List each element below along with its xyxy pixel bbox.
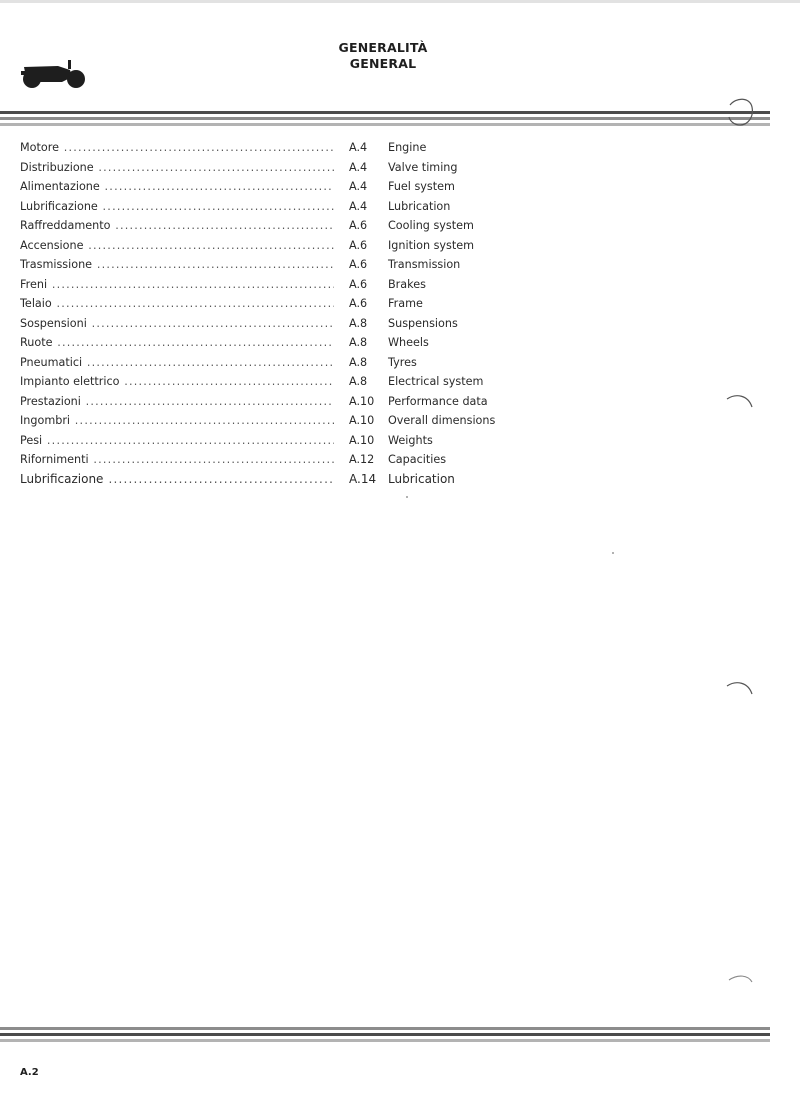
toc-item-italian: Lubrificazione ..... <box>20 470 334 490</box>
toc-row <box>20 372 540 392</box>
toc-row <box>20 275 540 295</box>
toc-item-english: Brakes <box>388 277 426 291</box>
toc-item-italian: Trasmissione ..... <box>20 255 334 275</box>
toc-item-english: Frame <box>388 297 423 310</box>
toc-page: A.6 <box>349 297 368 310</box>
toc-item-italian: Alimentazione ..... <box>20 177 334 197</box>
toc-page: A.8 <box>349 355 368 369</box>
toc-item-english: Lubrication <box>388 471 455 486</box>
toc-page: A.6 <box>349 258 368 271</box>
toc-item-english: Suspensions <box>388 316 458 330</box>
toc-page: A.4 <box>349 180 368 193</box>
binder-hole-icon <box>728 972 756 998</box>
toc-item-italian: Accensione ..... <box>20 236 334 256</box>
section-title-italian: GENERALITÀ <box>338 40 428 55</box>
toc-page: A.8 <box>349 375 368 388</box>
toc-page: A.14 <box>349 471 377 486</box>
toc-item-english: Fuel system <box>388 180 455 193</box>
toc-row <box>20 411 540 431</box>
toc-page: A.4 <box>349 160 368 174</box>
toc-row <box>20 294 540 314</box>
binder-hole-icon <box>726 393 754 419</box>
toc-row <box>20 158 540 178</box>
toc-page: A.12 <box>349 453 375 466</box>
toc-item-italian: Freni ..... <box>20 275 334 295</box>
toc-row <box>20 138 540 158</box>
toc-page: A.10 <box>349 433 375 447</box>
toc-item-italian: Raffreddamento ..... <box>20 216 334 236</box>
toc-row <box>20 314 540 334</box>
toc-row <box>20 392 540 412</box>
toc-item-italian: Prestazioni ..... <box>20 392 334 412</box>
toc-item-english: Engine <box>388 141 427 154</box>
toc-page: A.10 <box>349 394 375 408</box>
toc-item-english: Weights <box>388 433 433 447</box>
toc-item-italian: Pesi ..... <box>20 431 334 451</box>
toc-page: A.8 <box>349 316 368 330</box>
toc-item-italian: Telaio ..... <box>20 294 334 314</box>
toc-item-english: Performance data <box>388 394 488 408</box>
toc-page: A.6 <box>349 219 368 232</box>
toc-item-english: Ignition system <box>388 238 475 252</box>
toc-item-english: Wheels <box>388 336 429 349</box>
section-title-english: GENERAL <box>349 56 417 71</box>
toc-row <box>20 216 540 236</box>
toc-row <box>20 177 540 197</box>
table-of-contents <box>20 138 540 489</box>
toc-row <box>20 255 540 275</box>
header-rule <box>0 111 770 129</box>
toc-item-italian: Sospensioni ..... <box>20 314 334 334</box>
toc-item-italian: Rifornimenti ..... <box>20 450 334 470</box>
toc-page: A.4 <box>349 141 368 154</box>
toc-item-english: Capacities <box>388 453 447 466</box>
toc-item-english: Valve timing <box>388 160 458 174</box>
toc-row <box>20 197 540 217</box>
page-top-edge <box>0 0 800 3</box>
paper-speck <box>406 496 408 498</box>
toc-page: A.6 <box>349 277 368 291</box>
toc-item-english: Tyres <box>388 355 417 369</box>
toc-item-italian: Ingombri ..... <box>20 411 334 431</box>
page-number: A.2 <box>20 1067 39 1078</box>
toc-row <box>20 333 540 353</box>
toc-item-italian: Impianto elettrico ..... <box>20 372 334 392</box>
toc-item-english: Lubrication <box>388 199 451 213</box>
toc-item-italian: Lubrificazione ..... <box>20 197 334 217</box>
binder-hole-icon <box>728 97 754 127</box>
paper-speck <box>612 552 614 554</box>
toc-page: A.6 <box>349 238 368 252</box>
toc-item-italian: Pneumatici ..... <box>20 353 334 373</box>
toc-row <box>20 470 540 490</box>
toc-item-english: Cooling system <box>388 219 474 232</box>
footer-rule <box>0 1027 770 1045</box>
toc-item-english: Electrical system <box>388 375 484 388</box>
toc-item-italian: Distribuzione ..... <box>20 158 334 178</box>
toc-page: A.4 <box>349 199 368 213</box>
toc-item-italian: Motore ..... <box>20 138 334 158</box>
toc-row <box>20 450 540 470</box>
binder-hole-icon <box>726 680 754 706</box>
toc-item-english: Transmission <box>388 258 461 271</box>
toc-page: A.10 <box>349 414 375 427</box>
toc-item-italian: Ruote ..... <box>20 333 334 353</box>
toc-row <box>20 353 540 373</box>
toc-page: A.8 <box>349 336 368 349</box>
toc-row <box>20 236 540 256</box>
toc-item-english: Overall dimensions <box>388 414 496 427</box>
toc-row <box>20 431 540 451</box>
